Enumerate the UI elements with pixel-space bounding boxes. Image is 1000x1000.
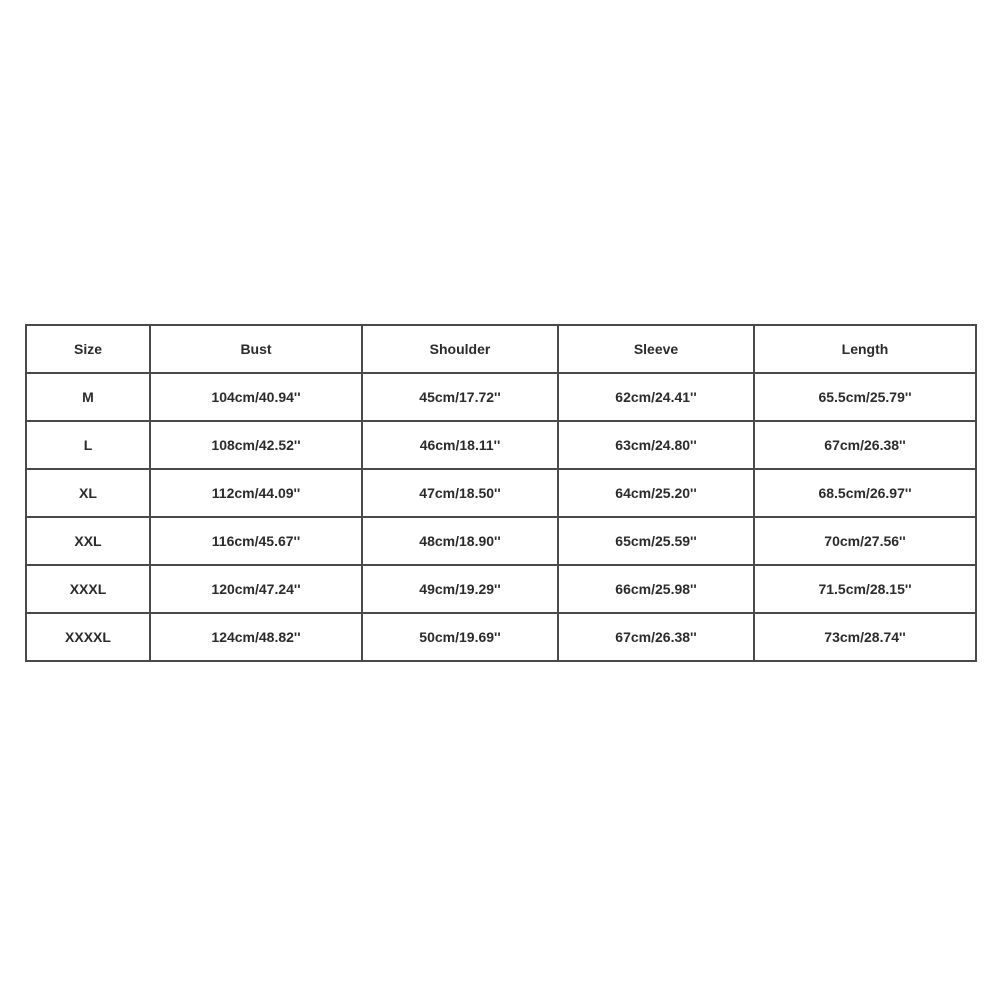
cell-length: 73cm/28.74''	[754, 613, 976, 661]
cell-length: 67cm/26.38''	[754, 421, 976, 469]
table-row	[26, 613, 976, 661]
table-row	[26, 373, 976, 421]
header-bust: Bust	[150, 325, 362, 373]
cell-bust: 120cm/47.24''	[150, 565, 362, 613]
cell-shoulder: 45cm/17.72''	[362, 373, 558, 421]
table-row	[26, 565, 976, 613]
size-chart-table	[25, 324, 977, 662]
cell-size: XXXXL	[26, 613, 150, 661]
cell-length: 70cm/27.56''	[754, 517, 976, 565]
cell-sleeve: 64cm/25.20''	[558, 469, 754, 517]
cell-length: 65.5cm/25.79''	[754, 373, 976, 421]
table-header-row	[26, 325, 976, 373]
cell-sleeve: 65cm/25.59''	[558, 517, 754, 565]
header-sleeve: Sleeve	[558, 325, 754, 373]
cell-size: XL	[26, 469, 150, 517]
cell-size: L	[26, 421, 150, 469]
cell-sleeve: 66cm/25.98''	[558, 565, 754, 613]
cell-length: 68.5cm/26.97''	[754, 469, 976, 517]
cell-bust: 112cm/44.09''	[150, 469, 362, 517]
header-size: Size	[26, 325, 150, 373]
cell-size: XXL	[26, 517, 150, 565]
cell-shoulder: 48cm/18.90''	[362, 517, 558, 565]
header-length: Length	[754, 325, 976, 373]
cell-shoulder: 50cm/19.69''	[362, 613, 558, 661]
cell-size: XXXL	[26, 565, 150, 613]
table-row	[26, 469, 976, 517]
cell-bust: 116cm/45.67''	[150, 517, 362, 565]
cell-bust: 108cm/42.52''	[150, 421, 362, 469]
cell-sleeve: 62cm/24.41''	[558, 373, 754, 421]
cell-sleeve: 67cm/26.38''	[558, 613, 754, 661]
cell-size: M	[26, 373, 150, 421]
table-row	[26, 517, 976, 565]
cell-shoulder: 49cm/19.29''	[362, 565, 558, 613]
table-row	[26, 421, 976, 469]
cell-bust: 104cm/40.94''	[150, 373, 362, 421]
cell-length: 71.5cm/28.15''	[754, 565, 976, 613]
cell-bust: 124cm/48.82''	[150, 613, 362, 661]
cell-shoulder: 47cm/18.50''	[362, 469, 558, 517]
cell-sleeve: 63cm/24.80''	[558, 421, 754, 469]
cell-shoulder: 46cm/18.11''	[362, 421, 558, 469]
header-shoulder: Shoulder	[362, 325, 558, 373]
